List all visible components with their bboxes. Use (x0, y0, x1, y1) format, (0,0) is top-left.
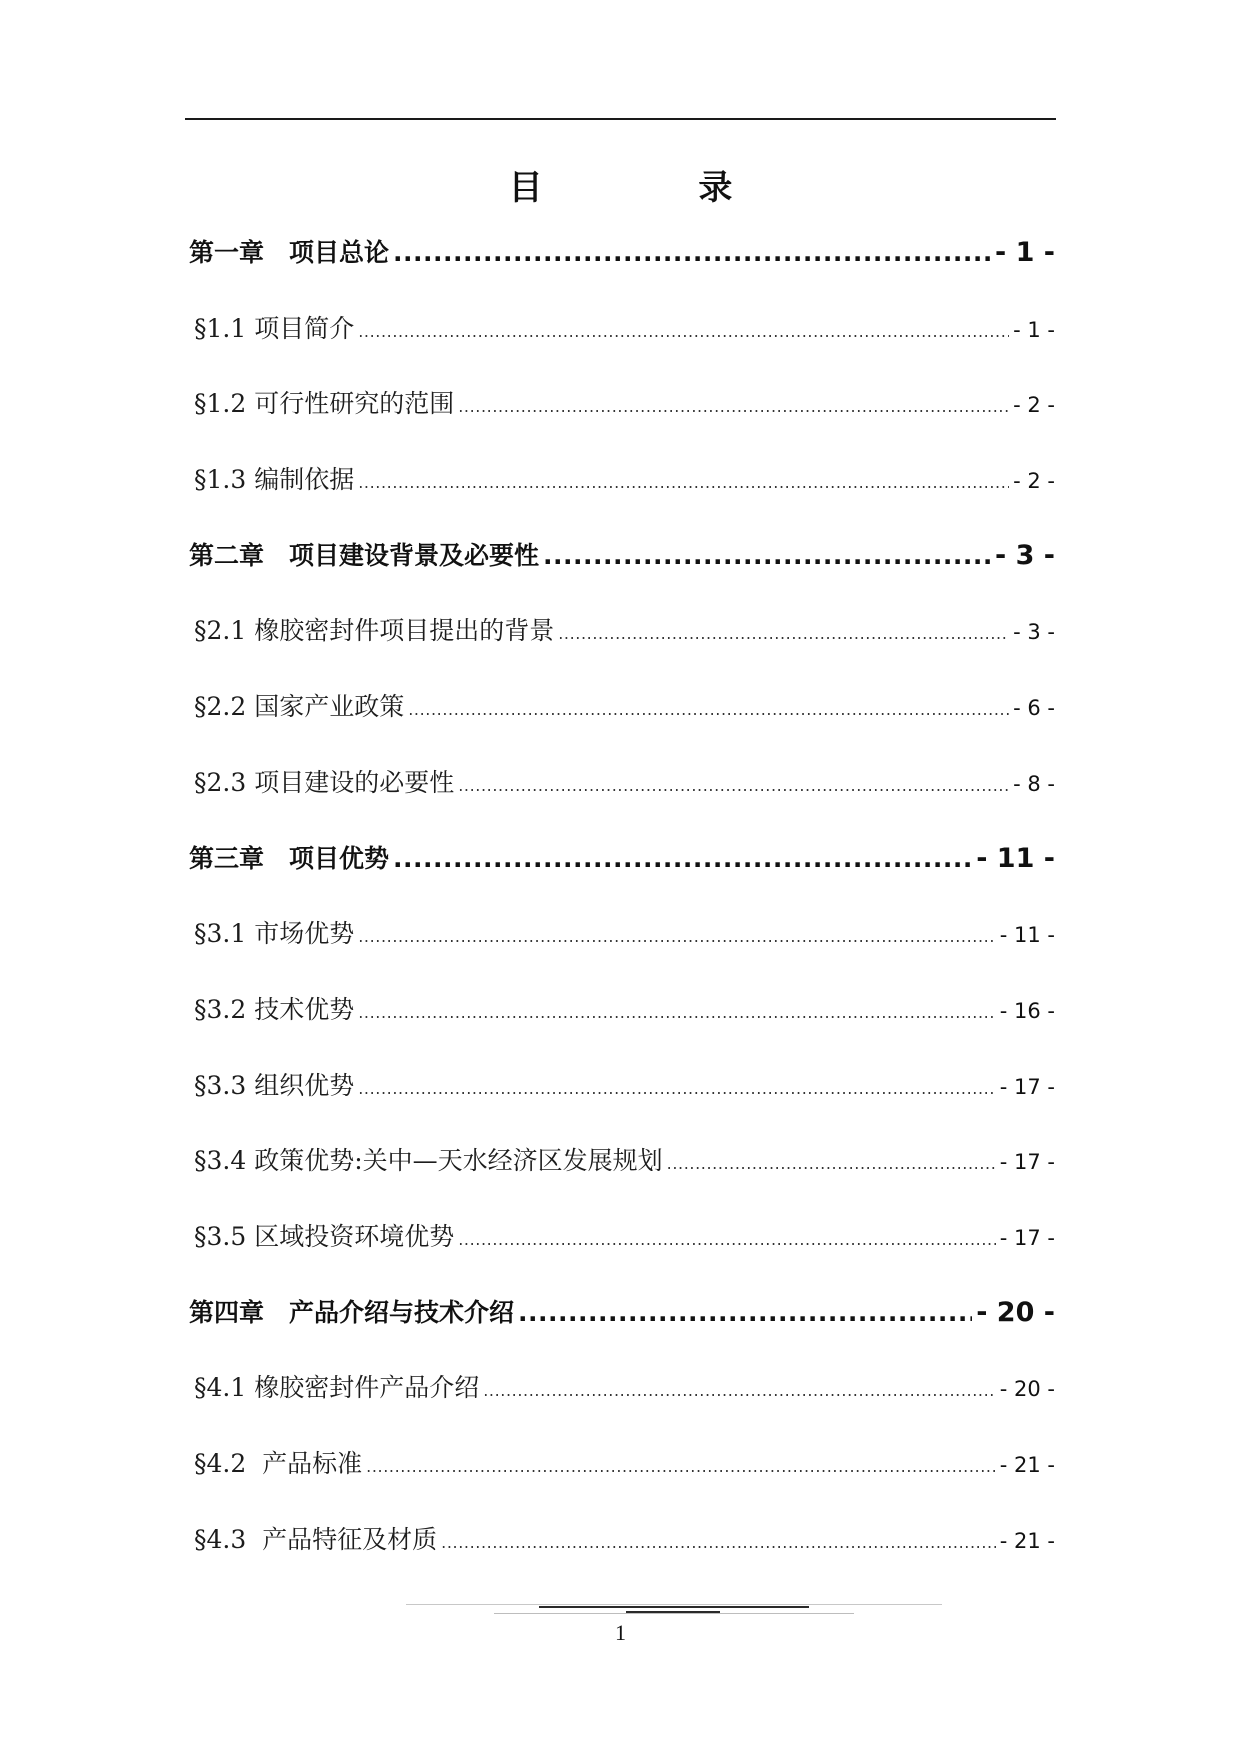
toc-entry-page: - 3 - (1013, 620, 1055, 645)
dot-leader (458, 1217, 996, 1263)
dot-leader (393, 836, 972, 882)
dot-leader (358, 990, 996, 1036)
toc-chapter-4[interactable] (189, 1290, 1055, 1366)
toc-entry-label: §4.1 橡胶密封件产品介绍 (194, 1373, 480, 1403)
toc-entry-page: - 3 - (995, 539, 1055, 571)
toc-entry-label: §1.3 编制依据 (194, 465, 355, 495)
toc-entry-page: - 20 - (999, 1377, 1055, 1402)
toc-entry-page: - 11 - (999, 923, 1055, 948)
toc-entry-page: - 8 - (1013, 771, 1055, 796)
toc-entry-page: - 21 - (999, 1528, 1055, 1553)
toc-entry-page: - 1 - (1013, 317, 1055, 342)
toc-title: 目 录 (508, 168, 805, 208)
dot-leader (543, 533, 991, 579)
toc-entry-label: §3.4 政策优势:关中—天水经济区发展规划 (194, 1146, 663, 1176)
toc-entry-label: §2.2 国家产业政策 (194, 692, 405, 722)
toc-entry-label: §3.3 组织优势 (194, 1070, 355, 1100)
toc-entry-label: 第四章 产品介绍与技术介绍 (189, 1297, 515, 1327)
toc-entry-page: - 2 - (1013, 469, 1055, 494)
dot-leader (458, 384, 1009, 430)
dot-leader (441, 1520, 996, 1566)
toc-section-3-2[interactable] (189, 987, 1055, 1063)
toc-entry-page: - 17 - (999, 1150, 1055, 1175)
dot-leader (458, 763, 1009, 809)
dot-leader (358, 1066, 996, 1112)
toc-entry-label: §2.3 项目建设的必要性 (194, 767, 455, 797)
table-of-contents (189, 230, 1055, 1592)
toc-entry-page: - 17 - (999, 1074, 1055, 1099)
dot-leader (393, 230, 991, 276)
footer-rule (406, 1604, 942, 1605)
footer-rule (539, 1606, 809, 1608)
toc-chapter-2[interactable] (189, 533, 1055, 609)
toc-chapter-1[interactable] (189, 230, 1055, 306)
page-number: 1 (615, 1620, 626, 1645)
dot-leader (366, 1444, 996, 1490)
toc-section-3-5[interactable] (189, 1214, 1055, 1290)
dot-leader (358, 309, 1009, 355)
dot-leader (667, 1141, 996, 1187)
toc-entry-label: §3.2 技术优势 (194, 994, 355, 1024)
dot-leader (408, 687, 1009, 733)
dot-leader (358, 914, 996, 960)
toc-entry-page: - 6 - (1013, 696, 1055, 721)
toc-section-1-2[interactable] (189, 381, 1055, 457)
footer-rule (494, 1613, 854, 1614)
toc-entry-label: 第二章 项目建设背景及必要性 (189, 540, 540, 570)
toc-entry-label: §3.1 市场优势 (194, 919, 355, 949)
toc-section-3-4[interactable] (189, 1138, 1055, 1214)
toc-entry-page: - 20 - (976, 1296, 1055, 1328)
toc-section-4-3[interactable] (189, 1517, 1055, 1593)
toc-section-4-2[interactable] (189, 1441, 1055, 1517)
toc-entry-page: - 16 - (999, 998, 1055, 1023)
toc-chapter-3[interactable] (189, 836, 1055, 912)
toc-entry-page: - 1 - (995, 237, 1055, 268)
dot-leader (558, 611, 1009, 657)
toc-section-2-3[interactable] (189, 760, 1055, 836)
toc-entry-label: §3.5 区域投资环境优势 (194, 1221, 455, 1251)
toc-entry-label: §1.2 可行性研究的范围 (194, 389, 455, 419)
toc-entry-page: - 2 - (1013, 393, 1055, 418)
toc-entry-page: - 17 - (999, 1225, 1055, 1250)
toc-entry-label: 第三章 项目优势 (189, 843, 390, 873)
toc-entry-label: §4.2 产品标准 (194, 1449, 363, 1478)
toc-section-4-1[interactable] (189, 1365, 1055, 1441)
dot-leader (518, 1290, 972, 1336)
toc-entry-page: - 21 - (999, 1453, 1055, 1477)
dot-leader (483, 1368, 996, 1414)
toc-section-1-1[interactable] (189, 306, 1055, 382)
toc-entry-label: §1.1 项目简介 (194, 313, 355, 343)
toc-entry-label: §2.1 橡胶密封件项目提出的背景 (194, 616, 555, 646)
dot-leader (358, 460, 1009, 506)
header-rule (185, 118, 1056, 120)
toc-entry-label: 第一章 项目总论 (189, 238, 390, 267)
toc-section-3-3[interactable] (189, 1063, 1055, 1139)
toc-section-2-2[interactable] (189, 684, 1055, 760)
toc-section-1-3[interactable] (189, 457, 1055, 533)
toc-entry-label: §4.3 产品特征及材质 (194, 1524, 438, 1554)
toc-section-3-1[interactable] (189, 911, 1055, 987)
toc-entry-page: - 11 - (976, 842, 1055, 874)
toc-section-2-1[interactable] (189, 608, 1055, 684)
